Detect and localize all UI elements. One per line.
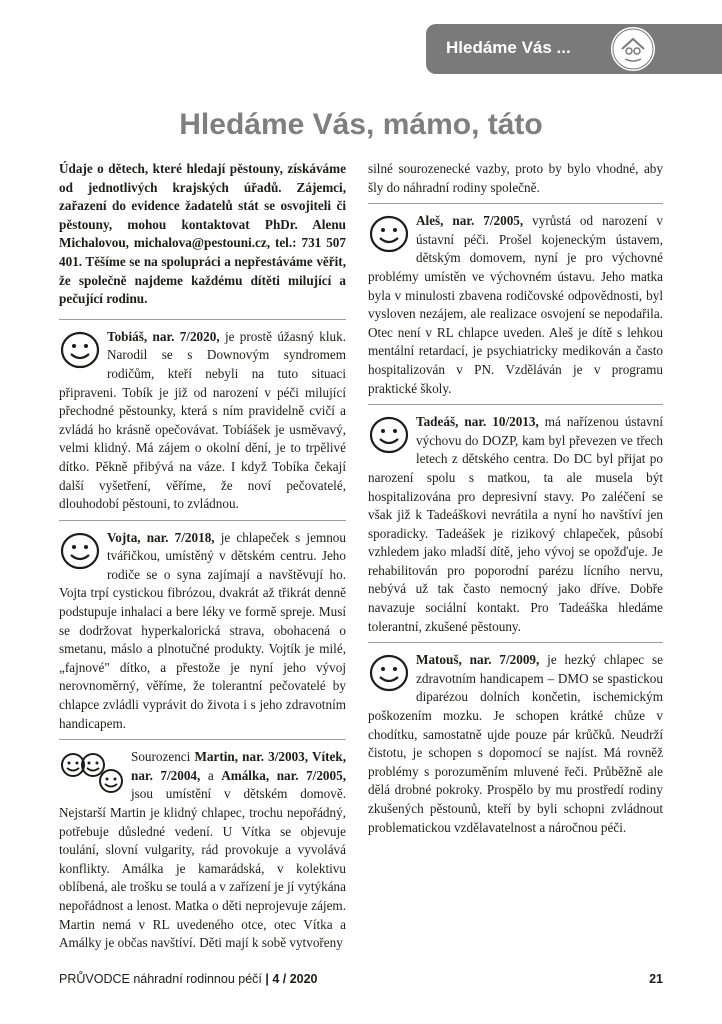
child-name-2: Amálka, nar. 7/2005, [221,767,346,783]
footer-publication-name: PRŮVODCE [59,972,130,986]
child-entry-matous [368,642,663,837]
entry-conjunction: a [200,767,222,783]
child-description: je hezký chlapec se zdravotním handicapem – DMO se spastickou diparézou dolních končetin, ischemickým poškozením mozku. Je schopen krátké chůze v chodítku, samostatně ujde pouze pár krůčků. Neudrží čistotu, je schopen s dopomocí se najíst. Má rovněž problémy s porozuměním mluvené řeči. Průběžně ale dělá drobné pokroky. Prospělo by mu prostředí rodiny zkušených pěstounů, kteří by byli schopni zvládnout problematickou vzdělavatelnost a náročnou péči. [368,652,663,835]
child-description: vyrůstá od narození v ústavní péči. Prošel kojeneckým ústavem, dětským domovem, nyní je pro výchovné problémy umístěn ve výchovném ústavu. Jeho matka byla v minulosti zbavena rodičovské odpovědnosti, byl vysloven nezájem, ale realizace osvojení se nepodařila. Otec není v RL chlapce uveden. Aleš je dítě s lehkou mentální retardací, je psychiatricky medikován a často hospitalizován v PN. Vzděláván je v programu praktické školy. [368,213,664,396]
child-entry-vojta [59,520,346,734]
left-column [59,160,346,953]
smiley-face-icon [59,330,101,370]
child-description: má nařízenou ústavní výchovu do DOZP, kam byl převezen ve třech letech z dětského centra. Do DC byl přijat po narození spolu s matkou, ta ale musela být hospitalizována pro depresivní stavy. Po zaléčení se však již k Tadeáškovi nevrátila a nyní ho navštíví jen sporadicky. Tadeášek je rizikový chlapeček, působí vzhledem jako mladší dítě, jeho vývoj se opožďuje. Je rehabilitován pro poporodní parézu lícního nervu, nebývá už tak často nemocný jako dříve. Dobře navazuje sociální kontakt. Pro Tadeáška hledáme tolerantní, zkušené pěstouny. [368,414,664,634]
association-logo-icon [609,25,657,73]
child-description: jsou umístění v dětském domově. Nejstarší Martin je klidný chlapec, trochu nepořádný, potřebuje důsledné vedení. U Vítka se objevuje toulání, slovní vulgarity, rád provokuje a vyvolává konflikty. Amálka je kamarádská, v kolektivu oblíbená, ale trošku se toulá a v zařízení je jí vytýkána nepořádnost a lenost. Matka o děti neprojevuje zájem. Martin nemá v RL uvedeného otce, otec Vítka a Amálky je občas navštíví. Děti mají k sobě vytvořeny [59,786,346,951]
child-name: Tadeáš, nar. 10/2013, [416,414,539,430]
page-number: 21 [649,972,663,986]
entry-prefix: Sourozenci [131,749,195,765]
siblings-continuation: silné sourozenecké vazby, proto by bylo vhodné, aby šly do náhradní rodiny společně. [368,161,663,195]
footer-issue: | 4 / 2020 [261,972,318,986]
child-name: Tobiáš, nar. 7/2020, [107,328,220,344]
smiley-face-icon [368,214,410,254]
intro-text: Údaje o dětech, které hledají pěstouny, získáváme od jednotlivých krajských úřadů. Zájemci, zařazení do evidence žadatelů stát se osvojiteli či pěstouny, mohou kontaktovat PhDr. Alenu Michalovou, michalova@pestouni.cz, tel.: 731 507 401. Těšíme se na spolupráci a nepřestáváme věřit, že společně najdeme každému dítěti milující a pečující rodinu. [59,161,346,307]
smiley-face-icon [368,415,410,455]
right-column-content [368,160,663,837]
smiley-face-icon [368,653,410,693]
three-smiley-faces-icon [59,750,125,794]
section-tab [426,24,722,74]
child-description: je prostě úžasný kluk. Narodil se s Downovým syndromem rodičům, kteří nebyli na tuto situaci připraveni. Tobík je již od narození v péči milující přechodné pěstounky, která s ním pravidelně cvičí a zvládá ho krásně opečovávat. Tobíášek je usměvavý, velmi klidný. Má zájem o okolní dění, je to trpělivé dítko. Pěkně přibývá na váze. I když Tobíka čekají další vyšetření, věříme, že noví pečovatelé, dlouhodobí pěstouni, to zvládnou. [59,328,346,512]
footer-publication [59,972,318,986]
child-name: Martin, nar. 3/2003, Vítek, nar. 7/2004, [131,749,347,783]
section-tab-label: Hledáme Vás ... [446,38,571,57]
child-entry-tadeas [368,404,663,636]
child-name: Aleš, nar. 7/2005, [416,213,524,229]
page-title: Hledáme Vás, mámo, táto [179,108,543,141]
child-entry-ales [368,203,663,398]
child-entry-siblings [59,739,346,953]
smiley-face-icon [59,531,101,571]
child-entry-tobias [59,319,346,514]
child-description: je chlapeček s jemnou tvářičkou, umístěný v dětském centru. Jeho rodiče se o syna zajímají a navštěvují ho. Vojta trpí cystickou fibrózou, dvakrát až třikrát denně podstupuje inhalaci a bere léky ve formě spreje. Musí se dodržovat hyperkalorická strava, obohacená o smetanu, máslo a plnotučné produkty. Vojtík je milé, „fajnové" dítko, a přestože je nyní jeho vývoj nerovnoměrný, věříme, že tolerantní pečovatelé by chlapce zvládli vyprávit do života i s jeho zdravotním handicapem. [59,529,346,731]
child-name: Vojta, nar. 7/2018, [107,529,215,545]
footer-publication-subtitle: náhradní rodinnou péčí [129,972,262,986]
child-name: Matouš, nar. 7/2009, [416,652,540,668]
